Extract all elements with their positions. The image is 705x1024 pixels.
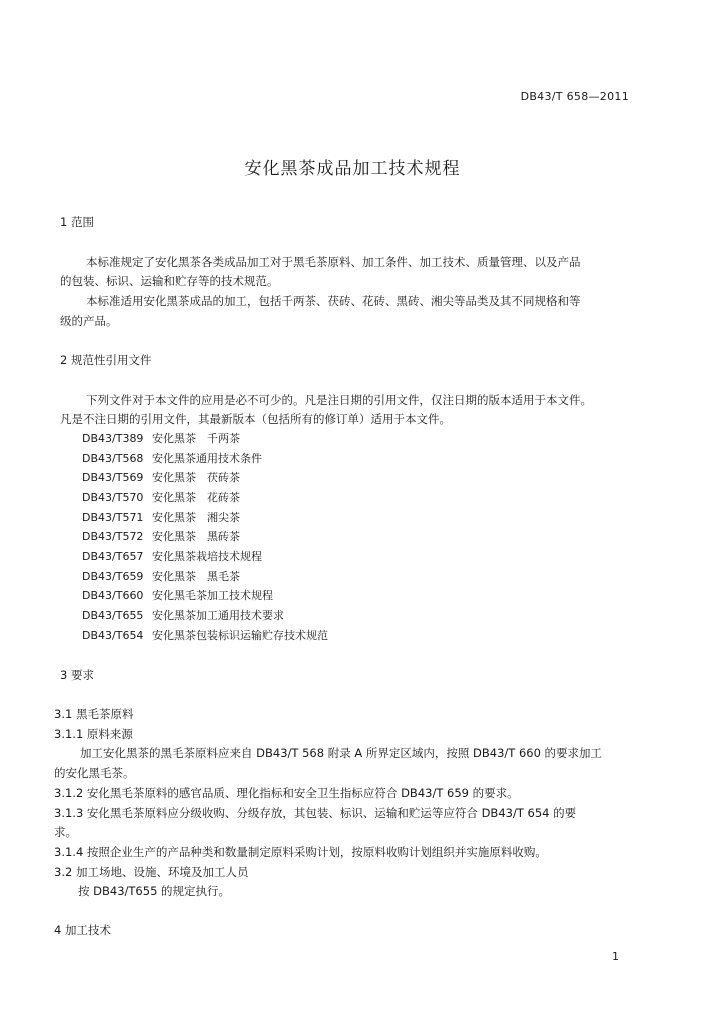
section-3-1-heading: 3.1 黑毛茶原料 [54, 707, 134, 721]
section-3-2-line-1: 按 DB43/T655 的规定执行。 [78, 884, 231, 898]
reference-item [82, 510, 240, 526]
section-1-heading: 1 范围 [60, 215, 94, 229]
reference-name: 安化黑茶 花砖茶 [152, 491, 240, 504]
reference-item [82, 470, 240, 486]
section-1-paragraph-1-line-2: 的包装、标识、运输和贮存等的技术规范。 [60, 274, 279, 288]
section-1-paragraph-2-line-1: 本标准适用安化黑茶成品的加工，包括千两茶、茯砖、花砖、黑砖、湘尖等品类及其不同规格和等 [86, 294, 581, 308]
reference-code: DB43/T572 [82, 530, 144, 543]
reference-item [82, 628, 328, 644]
section-3-1-4: 3.1.4 按照企业生产的产品种类和数量制定原料采购计划，按原料收购计划组织并实施原料收购。 [54, 845, 547, 859]
reference-code: DB43/T571 [82, 511, 144, 524]
reference-item [82, 549, 262, 565]
section-2-paragraph-line-2: 凡是不注日期的引用文件，其最新版本（包括所有的修订单）适用于本文件。 [60, 412, 451, 426]
reference-name: 安化黑茶 黑砖茶 [152, 530, 240, 543]
reference-name: 安化黑毛茶加工技术规程 [152, 589, 273, 602]
reference-code: DB43/T660 [82, 589, 144, 602]
section-2-paragraph-line-1: 下列文件对于本文件的应用是必不可少的。凡是注日期的引用文件，仅注日期的版本适用于本文件。 [86, 393, 592, 407]
section-3-1-2: 3.1.2 安化黑毛茶原料的感官品质、理化指标和安全卫生指标应符合 DB43/T 659 的要求。 [54, 786, 519, 800]
reference-item [82, 588, 273, 604]
section-3-1-1-line-2: 的安化黑毛茶。 [54, 766, 135, 780]
reference-code: DB43/T657 [82, 550, 144, 563]
section-1-paragraph-2-line-2: 级的产品。 [60, 314, 118, 328]
section-3-1-1-heading: 3.1.1 原料来源 [54, 727, 133, 741]
reference-name: 安化黑茶 黑毛茶 [152, 570, 240, 583]
reference-name: 安化黑茶 千两茶 [152, 432, 240, 445]
reference-name: 安化黑茶 湘尖茶 [152, 511, 240, 524]
page-number: 1 [612, 950, 619, 963]
reference-code: DB43/T569 [82, 471, 144, 484]
reference-code: DB43/T659 [82, 570, 144, 583]
section-2-heading: 2 规范性引用文件 [60, 353, 152, 367]
document-title: 安化黑茶成品加工技术规程 [244, 159, 461, 179]
document-code: DB43/T 658—2011 [520, 90, 629, 103]
section-3-1-3-line-2: 求。 [54, 825, 77, 839]
reference-code: DB43/T570 [82, 491, 144, 504]
reference-name: 安化黑茶包装标识运输贮存技术规范 [152, 629, 328, 642]
section-3-1-3-line-1: 3.1.3 安化黑毛茶原料应分级收购、分级存放，其包装、标识、运输和贮运等应符合 DB43/T 654 的要 [54, 806, 577, 820]
reference-name: 安化黑茶栽培技术规程 [152, 550, 262, 563]
section-3-1-1-line-1: 加工安化黑茶的黑毛茶原料应来自 DB43/T 568 附录 A 所界定区域内，按照 DB43/T 660 的要求加工 [80, 746, 603, 760]
section-3-2-heading: 3.2 加工场地、设施、环境及加工人员 [54, 865, 249, 879]
reference-code: DB43/T654 [82, 629, 144, 642]
reference-name: 安化黑茶加工通用技术要求 [152, 609, 284, 622]
reference-item [82, 490, 240, 506]
section-4-heading: 4 加工技术 [54, 923, 111, 937]
reference-code: DB43/T655 [82, 609, 144, 622]
reference-name: 安化黑茶 茯砖茶 [152, 471, 240, 484]
reference-item [82, 608, 284, 624]
reference-item [82, 431, 240, 447]
reference-item [82, 451, 262, 467]
reference-code: DB43/T568 [82, 452, 144, 465]
reference-name: 安化黑茶通用技术条件 [152, 452, 262, 465]
reference-item [82, 569, 240, 585]
reference-item [82, 529, 240, 545]
section-1-paragraph-1-line-1: 本标准规定了安化黑茶各类成品加工对于黑毛茶原料、加工条件、加工技术、质量管理、以及产品 [86, 255, 581, 269]
section-3-heading: 3 要求 [60, 668, 94, 682]
reference-code: DB43/T389 [82, 432, 144, 445]
